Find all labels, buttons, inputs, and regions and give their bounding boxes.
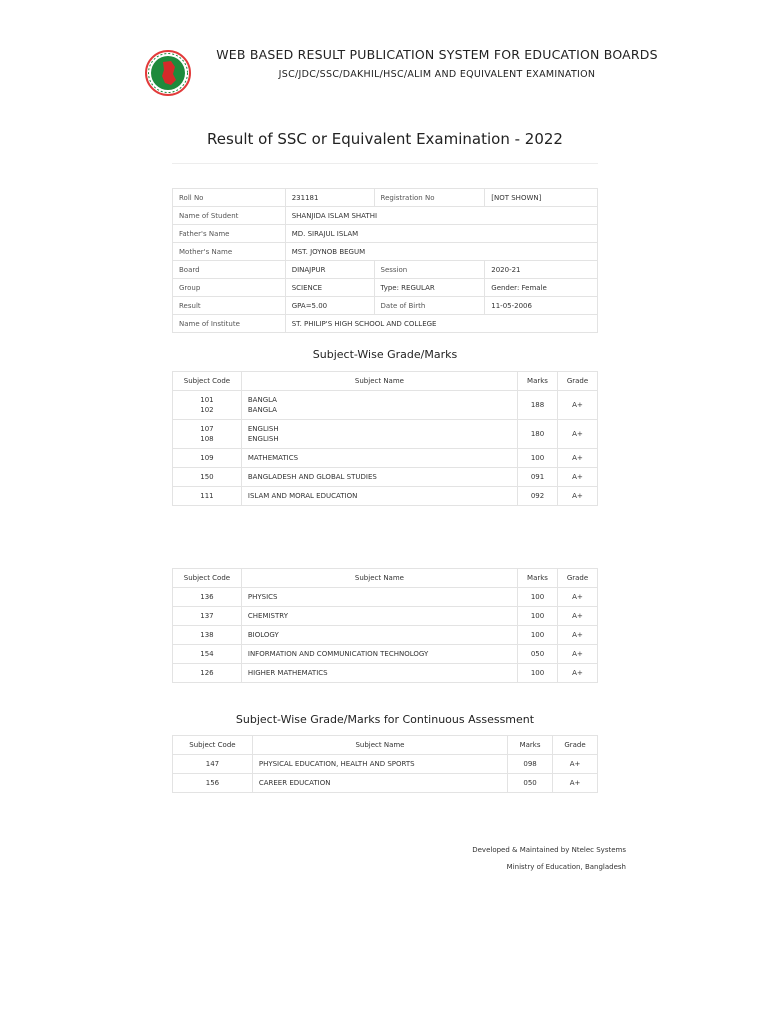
subject-name: ENGLISH	[247, 425, 279, 433]
subject-name-cell	[241, 391, 517, 420]
marks-cell: 188	[518, 391, 558, 420]
subject-code: 107	[200, 425, 214, 433]
table-row	[173, 607, 598, 626]
subject-code-cell: 154	[173, 645, 242, 664]
government-seal-logo	[145, 50, 191, 96]
registration-value: [NOT SHOWN]	[485, 189, 598, 207]
subject-name-cell	[241, 420, 517, 449]
subject-name: BANGLA	[247, 396, 277, 404]
subject-code: 102	[200, 406, 214, 414]
marks-cell: 091	[518, 468, 558, 487]
subject-code: 108	[200, 435, 214, 443]
col-subject-name: Subject Name	[241, 372, 517, 391]
table-row	[173, 664, 598, 683]
grade-cell: A+	[553, 755, 598, 774]
footer-developer: Developed & Maintained by Ntelec Systems	[472, 846, 626, 854]
page-title: Result of SSC or Equivalent Examination - 2022	[207, 130, 563, 148]
dob-value: 11-05-2006	[485, 297, 598, 315]
board-label: Board	[173, 261, 286, 279]
grade-cell: A+	[553, 774, 598, 793]
info-row-institute	[173, 315, 598, 333]
marks-cell: 180	[518, 420, 558, 449]
dob-label: Date of Birth	[374, 297, 485, 315]
marks-cell: 100	[518, 449, 558, 468]
subject-name-cell: MATHEMATICS	[241, 449, 517, 468]
table-header-row	[173, 569, 598, 588]
col-subject-name: Subject Name	[252, 736, 507, 755]
subject-code-cell: 137	[173, 607, 242, 626]
subject-name-cell: PHYSICS	[241, 588, 517, 607]
table-row	[173, 468, 598, 487]
table-row	[173, 626, 598, 645]
marks-cell: 050	[518, 645, 558, 664]
table-row	[173, 420, 598, 449]
subject-name-cell: PHYSICAL EDUCATION, HEALTH AND SPORTS	[252, 755, 507, 774]
subject-name-cell: CAREER EDUCATION	[252, 774, 507, 793]
marks-cell: 050	[508, 774, 553, 793]
col-subject-code: Subject Code	[173, 372, 242, 391]
col-subject-name: Subject Name	[241, 569, 517, 588]
col-grade: Grade	[553, 736, 598, 755]
info-row-board	[173, 261, 598, 279]
grade-cell: A+	[558, 645, 598, 664]
registration-label: Registration No	[374, 189, 485, 207]
table-row	[173, 588, 598, 607]
subject-grades-heading: Subject-Wise Grade/Marks	[312, 348, 458, 361]
continuous-assessment-table	[172, 735, 598, 793]
col-marks: Marks	[518, 569, 558, 588]
grade-cell: A+	[558, 391, 598, 420]
subject-name: ENGLISH	[247, 435, 279, 443]
elective-subject-grades-table	[172, 568, 598, 683]
marks-cell: 100	[518, 588, 558, 607]
group-label: Group	[173, 279, 286, 297]
subject-code-cell: 109	[173, 449, 242, 468]
institute-value: ST. PHILIP'S HIGH SCHOOL AND COLLEGE	[285, 315, 597, 333]
header-title: WEB BASED RESULT PUBLICATION SYSTEM FOR EDUCATION BOARDS	[216, 47, 658, 62]
student-name-value: SHANJIDA ISLAM SHATHI	[285, 207, 597, 225]
mother-name-label: Mother's Name	[173, 243, 286, 261]
divider	[172, 163, 598, 164]
table-header-row	[173, 372, 598, 391]
marks-cell: 098	[508, 755, 553, 774]
footer-ministry: Ministry of Education, Bangladesh	[506, 863, 626, 871]
session-value: 2020-21	[485, 261, 598, 279]
grade-cell: A+	[558, 607, 598, 626]
board-value: DINAJPUR	[285, 261, 374, 279]
subject-code-cell: 150	[173, 468, 242, 487]
continuous-assessment-heading: Subject-Wise Grade/Marks for Continuous Assessment	[235, 713, 535, 726]
father-name-label: Father's Name	[173, 225, 286, 243]
subject-code-cell: 138	[173, 626, 242, 645]
marks-cell: 092	[518, 487, 558, 506]
marks-cell: 100	[518, 626, 558, 645]
col-subject-code: Subject Code	[173, 569, 242, 588]
header-subtitle: JSC/JDC/SSC/DAKHIL/HSC/ALIM AND EQUIVALENT EXAMINATION	[278, 69, 596, 80]
table-row	[173, 755, 598, 774]
table-row	[173, 774, 598, 793]
info-row-father	[173, 225, 598, 243]
result-label: Result	[173, 297, 286, 315]
roll-label: Roll No	[173, 189, 286, 207]
subject-name-cell: BIOLOGY	[241, 626, 517, 645]
table-row	[173, 645, 598, 664]
type-value: Type: REGULAR	[374, 279, 485, 297]
table-header-row	[173, 736, 598, 755]
col-marks: Marks	[518, 372, 558, 391]
subject-code-cell: 156	[173, 774, 253, 793]
gender-value: Gender: Female	[485, 279, 598, 297]
student-name-label: Name of Student	[173, 207, 286, 225]
col-grade: Grade	[558, 372, 598, 391]
subject-name-cell: CHEMISTRY	[241, 607, 517, 626]
subject-code-cell: 147	[173, 755, 253, 774]
subject-name: BANGLA	[247, 406, 277, 414]
table-row	[173, 391, 598, 420]
grade-cell: A+	[558, 626, 598, 645]
info-row-mother	[173, 243, 598, 261]
marks-cell: 100	[518, 607, 558, 626]
grade-cell: A+	[558, 588, 598, 607]
result-value: GPA=5.00	[285, 297, 374, 315]
grade-cell: A+	[558, 420, 598, 449]
subject-code-cell	[173, 391, 242, 420]
marks-cell: 100	[518, 664, 558, 683]
student-info-table	[172, 188, 598, 333]
col-subject-code: Subject Code	[173, 736, 253, 755]
subject-code-cell: 136	[173, 588, 242, 607]
col-grade: Grade	[558, 569, 598, 588]
subject-name-cell: BANGLADESH AND GLOBAL STUDIES	[241, 468, 517, 487]
subject-code-cell: 126	[173, 664, 242, 683]
grade-cell: A+	[558, 449, 598, 468]
subject-name-cell: INFORMATION AND COMMUNICATION TECHNOLOGY	[241, 645, 517, 664]
grade-cell: A+	[558, 664, 598, 683]
father-name-value: MD. SIRAJUL ISLAM	[285, 225, 597, 243]
subject-code-cell: 111	[173, 487, 242, 506]
table-row	[173, 487, 598, 506]
table-row	[173, 449, 598, 468]
session-label: Session	[374, 261, 485, 279]
roll-value: 231181	[285, 189, 374, 207]
info-row-roll	[173, 189, 598, 207]
info-row-name	[173, 207, 598, 225]
institute-label: Name of Institute	[173, 315, 286, 333]
subject-grades-table	[172, 371, 598, 506]
grade-cell: A+	[558, 468, 598, 487]
info-row-group	[173, 279, 598, 297]
group-value: SCIENCE	[285, 279, 374, 297]
mother-name-value: MST. JOYNOB BEGUM	[285, 243, 597, 261]
subject-code: 101	[200, 396, 214, 404]
subject-name-cell: HIGHER MATHEMATICS	[241, 664, 517, 683]
info-row-result	[173, 297, 598, 315]
subject-code-cell	[173, 420, 242, 449]
subject-name-cell: ISLAM AND MORAL EDUCATION	[241, 487, 517, 506]
grade-cell: A+	[558, 487, 598, 506]
col-marks: Marks	[508, 736, 553, 755]
